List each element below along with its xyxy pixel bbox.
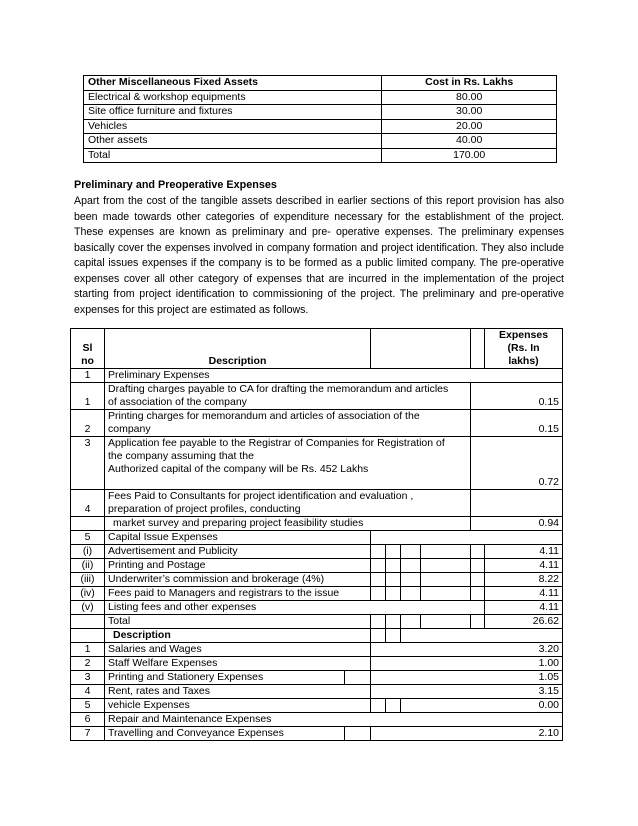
table-cell-sl: (iii) (71, 573, 105, 587)
table-subheader-row (71, 629, 563, 643)
header-text: Expenses (Rs. In (499, 329, 549, 354)
header-text: Sl (82, 342, 93, 354)
table-cell-sl: 1 (71, 383, 105, 410)
empty-cell (386, 615, 401, 629)
empty-cell (386, 545, 401, 559)
desc-line: of association of the company (108, 396, 247, 408)
table-row (71, 559, 563, 573)
preliminary-expenses-table (70, 328, 563, 741)
table-cell-desc: Travelling and Conveyance Expenses (105, 727, 345, 741)
table-cell-amount: 0.15 (471, 383, 563, 410)
empty-cell (371, 573, 386, 587)
column-header-expenses (485, 329, 563, 369)
table-row (84, 105, 557, 120)
table-cell-amount: 0.00 (401, 699, 563, 713)
table-cell: Other assets (84, 134, 382, 149)
subheader-description: Description (105, 629, 371, 643)
table-cell-amount: 2.10 (371, 727, 563, 741)
desc-line: Application fee payable to the Registrar of Companies for Registration of (108, 437, 445, 449)
table-cell: Site office furniture and fixtures (84, 105, 382, 120)
table-cell-amount: 1.00 (371, 657, 563, 671)
table-row (71, 643, 563, 657)
empty-cell (421, 615, 471, 629)
table-row (84, 90, 557, 105)
table-cell-sl: (i) (71, 545, 105, 559)
column-header: Cost in Rs. Lakhs (382, 76, 557, 91)
table-cell-desc (105, 383, 471, 410)
table-cell-desc: Preliminary Expenses (105, 369, 563, 383)
empty-cell (386, 629, 401, 643)
table-cell-sl: 2 (71, 410, 105, 437)
empty-cell (386, 559, 401, 573)
table-cell-sl: 6 (71, 713, 105, 727)
table-row (71, 587, 563, 601)
empty-cell (421, 587, 471, 601)
empty-cell (471, 615, 485, 629)
empty-cell (471, 587, 485, 601)
table-header-row (71, 329, 563, 369)
table-cell-sl: 5 (71, 531, 105, 545)
header-text: lakhs) (508, 355, 539, 367)
table-cell: 40.00 (382, 134, 557, 149)
empty-cell (471, 329, 485, 369)
table-cell-amount: 0.94 (471, 517, 563, 531)
empty-cell (386, 587, 401, 601)
empty-cell (471, 490, 563, 517)
empty-cell (71, 629, 105, 643)
table-cell-sl: 3 (71, 671, 105, 685)
table-cell-desc: Advertisement and Publicity (105, 545, 371, 559)
table-cell-desc: market survey and preparing project feasibility studies (105, 517, 471, 531)
table-cell-desc (105, 490, 471, 517)
table-cell-sl: 1 (71, 369, 105, 383)
table-row (71, 685, 563, 699)
empty-cell (401, 559, 421, 573)
empty-cell (401, 587, 421, 601)
table-cell-amount: 4.11 (485, 601, 563, 615)
table-cell-desc: Fees paid to Managers and registrars to the issue (105, 587, 371, 601)
table-cell-desc (105, 410, 471, 437)
section-heading: Preliminary and Preoperative Expenses (74, 179, 277, 191)
empty-cell (401, 545, 421, 559)
column-header-description: Description (105, 329, 371, 369)
empty-cell (401, 629, 563, 643)
table-cell-sl: 1 (71, 643, 105, 657)
empty-cell (471, 545, 485, 559)
table-row (71, 545, 563, 559)
table-row (71, 699, 563, 713)
desc-line: preparation of project profiles, conducting (108, 503, 301, 515)
table-cell: Total (84, 148, 382, 163)
table-row (71, 531, 563, 545)
empty-cell (71, 615, 105, 629)
table-row (71, 713, 563, 727)
table-cell-desc: Staff Welfare Expenses (105, 657, 371, 671)
table-cell-desc: Rent, rates and Taxes (105, 685, 371, 699)
table-cell-amount: 3.15 (371, 685, 563, 699)
table-row (71, 657, 563, 671)
table-cell-amount: 8.22 (485, 573, 563, 587)
desc-line: Fees Paid to Consultants for project identification and evaluation , (108, 490, 414, 502)
table-cell-amount: 0.15 (471, 410, 563, 437)
table-header-row (84, 76, 557, 91)
table-cell-desc: Printing and Postage (105, 559, 371, 573)
table-row (71, 517, 563, 531)
empty-cell (401, 573, 421, 587)
desc-line: Printing charges for memorandum and articles of association of the (108, 410, 420, 422)
table-cell-amount: 0.72 (471, 437, 563, 490)
table-cell-sl: 7 (71, 727, 105, 741)
table-row (71, 727, 563, 741)
table-total-row (71, 615, 563, 629)
table-cell-amount: 4.11 (485, 559, 563, 573)
empty-cell (386, 699, 401, 713)
empty-cell (421, 573, 471, 587)
table-cell-amount: 1.05 (371, 671, 563, 685)
empty-cell (386, 573, 401, 587)
table-row (71, 573, 563, 587)
table-cell-desc: vehicle Expenses (105, 699, 371, 713)
table-cell-amount: 3.20 (371, 643, 563, 657)
total-amount: 26.62 (485, 615, 563, 629)
table-cell-sl: 4 (71, 685, 105, 699)
table-cell-amount: 4.11 (485, 587, 563, 601)
table-cell-sl: 2 (71, 657, 105, 671)
table-cell-sl: 3 (71, 437, 105, 490)
table-cell: 30.00 (382, 105, 557, 120)
empty-cell (371, 329, 471, 369)
empty-cell (471, 559, 485, 573)
header-text: no (81, 355, 94, 367)
table-row (71, 383, 563, 410)
table-row (71, 437, 563, 490)
table-cell-sl: (ii) (71, 559, 105, 573)
empty-cell (371, 559, 386, 573)
empty-cell (421, 559, 471, 573)
desc-line: company (108, 423, 151, 435)
empty-cell (471, 573, 485, 587)
table-cell: 170.00 (382, 148, 557, 163)
table-cell: 80.00 (382, 90, 557, 105)
table-cell-sl: (iv) (71, 587, 105, 601)
empty-cell (371, 531, 563, 545)
table-row (84, 148, 557, 163)
desc-spacer (108, 476, 467, 489)
table-cell-desc: Repair and Maintenance Expenses (105, 713, 563, 727)
table-row (84, 119, 557, 134)
table-row (71, 490, 563, 517)
table-cell-sl: 4 (71, 490, 105, 517)
empty-cell (371, 629, 386, 643)
total-label: Total (105, 615, 371, 629)
table-cell-desc: Underwriter’s commission and brokerage (4%) (105, 573, 371, 587)
empty-cell (345, 727, 371, 741)
fixed-assets-table (83, 75, 557, 163)
desc-line: the company assuming that the (108, 450, 254, 462)
table-row (71, 369, 563, 383)
table-cell: 20.00 (382, 119, 557, 134)
table-cell-desc: Capital Issue Expenses (105, 531, 371, 545)
empty-cell (401, 615, 421, 629)
table-cell-desc: Listing fees and other expenses (105, 601, 485, 615)
desc-line: Drafting charges payable to CA for drafting the memorandum and articles (108, 383, 449, 395)
empty-cell (71, 517, 105, 531)
table-cell-amount: 4.11 (485, 545, 563, 559)
table-cell: Electrical & workshop equipments (84, 90, 382, 105)
empty-cell (371, 615, 386, 629)
empty-cell (371, 545, 386, 559)
table-row (84, 134, 557, 149)
section-paragraph: Apart from the cost of the tangible assets described in earlier sections of this report provision has also been made towards other categories of expenditure necessary for the establishment of the project. These expenses are known as preliminary and pre- operative expenses. The preliminary expenses basically cover the expenses involved in company formation and project identification. They also include capital issues expenses if the company is to be formed as a public limited company. The pre-operative expenses cover all other category of expenses that are incurred in the implementation of the project starting from project identification to commissioning of the project. The preliminary and pre-operative expenses for this project are estimated as follows. (74, 195, 564, 316)
table-cell-sl: (v) (71, 601, 105, 615)
table-cell-desc (105, 437, 471, 490)
table-row (71, 671, 563, 685)
table-row (71, 601, 563, 615)
column-header: Other Miscellaneous Fixed Assets (84, 76, 382, 91)
empty-cell (371, 699, 386, 713)
table-cell-sl: 5 (71, 699, 105, 713)
table-row (71, 410, 563, 437)
table-cell-desc: Printing and Stationery Expenses (105, 671, 345, 685)
empty-cell (371, 587, 386, 601)
table-cell: Vehicles (84, 119, 382, 134)
empty-cell (345, 671, 371, 685)
desc-line: Authorized capital of the company will be Rs. 452 Lakhs (108, 463, 369, 475)
column-header-sl (71, 329, 105, 369)
empty-cell (421, 545, 471, 559)
table-cell-desc: Salaries and Wages (105, 643, 371, 657)
